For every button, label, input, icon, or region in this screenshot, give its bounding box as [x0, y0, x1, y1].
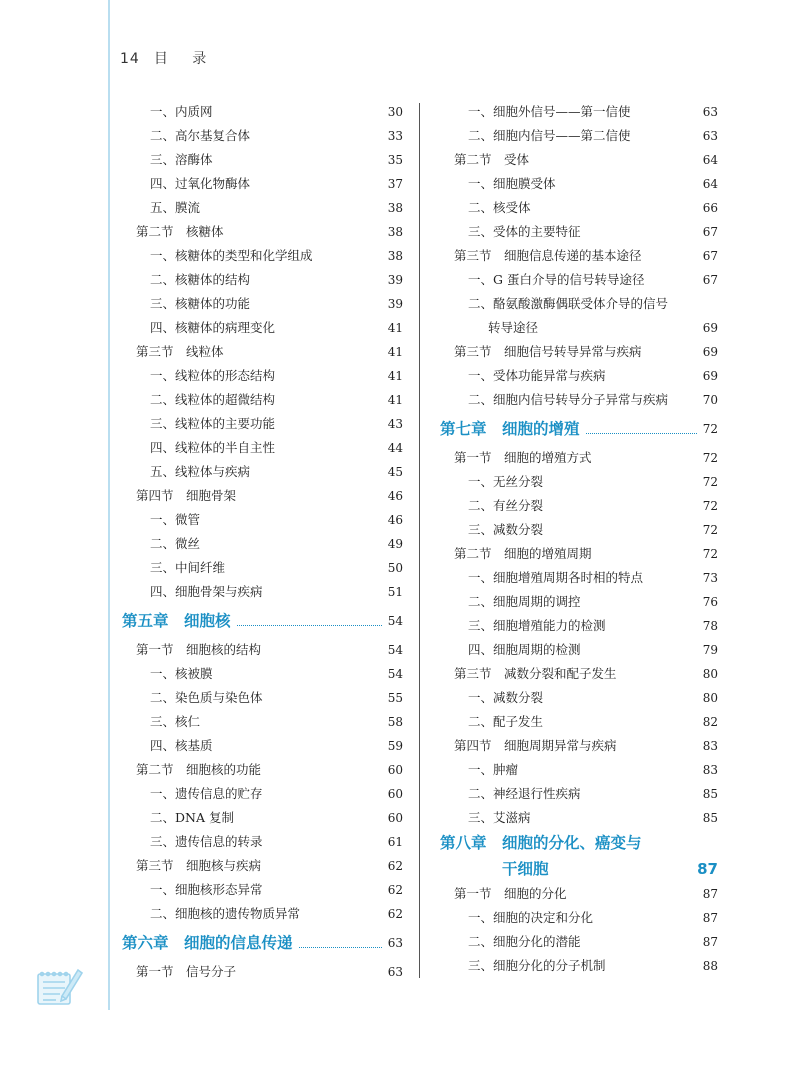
toc-section-row[interactable]	[118, 854, 403, 878]
toc-item-row[interactable]	[436, 954, 718, 978]
toc-page-number: 76	[702, 595, 718, 609]
toc-item-row[interactable]	[436, 388, 718, 412]
toc-page-number: 69	[702, 345, 718, 359]
toc-entry-title: 第二节 受体	[454, 152, 530, 167]
toc-entry-title: 二、有丝分裂	[468, 498, 544, 513]
toc-page-number: 41	[387, 393, 403, 407]
toc-page-number: 67	[702, 273, 718, 287]
toc-entry-title: 一、无丝分裂	[468, 474, 544, 489]
toc-page-number: 62	[387, 859, 403, 873]
toc-entry-title: 一、细胞的决定和分化	[468, 910, 594, 925]
toc-entry-title: 第四节 细胞骨架	[136, 488, 237, 503]
toc-page-number: 63	[387, 965, 403, 979]
toc-item-row[interactable]	[118, 436, 403, 460]
toc-item-row[interactable]	[118, 806, 403, 830]
toc-section-row[interactable]	[436, 148, 718, 172]
toc-entry-title: 第七章 细胞的增殖	[440, 420, 580, 438]
toc-page-number: 80	[702, 667, 718, 681]
toc-page-number: 87	[702, 911, 718, 925]
toc-entry-title: 三、线粒体的主要功能	[150, 416, 276, 431]
toc-item-row[interactable]	[118, 782, 403, 806]
toc-page-number: 46	[387, 513, 403, 527]
toc-item-row[interactable]	[436, 196, 718, 220]
toc-page-number: 82	[702, 715, 718, 729]
toc-entry-title: 第六章 细胞的信息传递	[122, 934, 293, 952]
toc-page-number: 88	[702, 959, 718, 973]
toc-page-number: 73	[702, 571, 718, 585]
toc-entry-title: 四、细胞骨架与疾病	[150, 584, 263, 599]
toc-page-number: 70	[702, 393, 718, 407]
toc-item-row[interactable]	[436, 100, 718, 124]
toc-chapter-row[interactable]	[118, 604, 403, 638]
toc-item-row[interactable]	[118, 196, 403, 220]
toc-item-row[interactable]	[436, 614, 718, 638]
toc-item-row[interactable]	[118, 556, 403, 580]
toc-page-number: 66	[702, 201, 718, 215]
page-header	[120, 48, 216, 68]
toc-item-row[interactable]	[118, 148, 403, 172]
toc-item-row[interactable]	[436, 364, 718, 388]
toc-right-column	[436, 100, 718, 978]
toc-page-number: 85	[702, 811, 718, 825]
toc-entry-title: 三、受体的主要特征	[468, 224, 581, 239]
toc-entry-title: 四、核基质	[150, 738, 213, 753]
toc-item-row[interactable]	[436, 470, 718, 494]
toc-item-row[interactable]	[118, 316, 403, 340]
toc-item-row[interactable]	[436, 906, 718, 930]
toc-entry-title: 第一节 细胞的增殖方式	[454, 450, 592, 465]
toc-page-number: 72	[702, 475, 718, 489]
toc-item-row[interactable]	[118, 388, 403, 412]
toc-entry-title: 二、细胞核的遗传物质异常	[150, 906, 301, 921]
toc-entry-title: 一、微管	[150, 512, 201, 527]
toc-item-row[interactable]	[436, 758, 718, 782]
toc-entry-title: 第八章 细胞的分化、癌变与	[440, 834, 642, 852]
toc-item-row[interactable]	[118, 902, 403, 926]
toc-entry-title: 第三节 线粒体	[136, 344, 224, 359]
toc-section-row[interactable]	[118, 960, 403, 984]
toc-page-number: 87	[702, 935, 718, 949]
toc-entry-title: 二、DNA 复制	[150, 810, 234, 825]
toc-page-number: 54	[387, 614, 403, 628]
toc-entry-title: 三、艾滋病	[468, 810, 531, 825]
toc-page-number: 87	[702, 887, 718, 901]
toc-page-number: 63	[702, 105, 718, 119]
toc-entry-title: 第一节 细胞核的结构	[136, 642, 262, 657]
toc-entry-title: 一、细胞外信号——第一信使	[468, 104, 631, 119]
toc-page-number: 85	[702, 787, 718, 801]
toc-entry-title: 一、内质网	[150, 104, 213, 119]
toc-entry-title: 三、细胞增殖能力的检测	[468, 618, 606, 633]
toc-section-row[interactable]	[118, 758, 403, 782]
toc-entry-title: 一、细胞核形态异常	[150, 882, 263, 897]
toc-entry-title: 第一节 信号分子	[136, 964, 237, 979]
toc-page-number: 39	[387, 297, 403, 311]
toc-page-number: 37	[387, 177, 403, 191]
toc-item-row[interactable]	[118, 364, 403, 388]
toc-page-number: 30	[387, 105, 403, 119]
toc-entry-title: 第三节 细胞核与疾病	[136, 858, 262, 873]
toc-page-number: 72	[702, 499, 718, 513]
toc-page-number: 41	[387, 369, 403, 383]
toc-page-number: 59	[387, 739, 403, 753]
toc-page-number: 72	[702, 451, 718, 465]
leader-dots	[299, 947, 382, 948]
toc-page-number: 46	[387, 489, 403, 503]
toc-entry-title: 三、中间纤维	[150, 560, 226, 575]
leader-dots	[237, 625, 382, 626]
toc-page-number: 39	[387, 273, 403, 287]
toc-item-row[interactable]	[118, 830, 403, 854]
toc-page-number: 49	[387, 537, 403, 551]
toc-page-number: 62	[387, 883, 403, 897]
toc-page-number: 60	[387, 763, 403, 777]
toc-page-number: 44	[387, 441, 403, 455]
toc-page-number: 63	[387, 936, 403, 950]
toc-item-row[interactable]	[118, 412, 403, 436]
toc-item-row[interactable]	[436, 686, 718, 710]
toc-entry-title: 一、线粒体的形态结构	[150, 368, 276, 383]
toc-item-row[interactable]	[436, 710, 718, 734]
toc-entry-title: 三、核糖体的功能	[150, 296, 251, 311]
toc-entry-title: 二、神经退行性疾病	[468, 786, 581, 801]
toc-chapter-row[interactable]	[436, 856, 718, 882]
toc-page-number: 58	[387, 715, 403, 729]
toc-entry-title: 第二节 细胞的增殖周期	[454, 546, 592, 561]
toc-item-row[interactable]	[436, 220, 718, 244]
toc-page-number: 69	[702, 321, 718, 335]
toc-item-row[interactable]	[436, 566, 718, 590]
toc-item-row[interactable]	[118, 532, 403, 556]
toc-entry-title: 一、核被膜	[150, 666, 213, 681]
toc-page-number: 64	[702, 177, 718, 191]
toc-item-row[interactable]	[118, 268, 403, 292]
toc-entry-title: 一、肿瘤	[468, 762, 519, 777]
toc-page-number: 64	[702, 153, 718, 167]
toc-page-number: 33	[387, 129, 403, 143]
toc-item-row[interactable]	[436, 518, 718, 542]
toc-item-row[interactable]	[436, 782, 718, 806]
toc-item-row[interactable]	[436, 930, 718, 954]
toc-entry-title: 第二节 核糖体	[136, 224, 224, 239]
toc-entry-title: 三、遗传信息的转录	[150, 834, 263, 849]
toc-page-number: 41	[387, 345, 403, 359]
toc-page-number: 38	[387, 249, 403, 263]
toc-page-number: 38	[387, 201, 403, 215]
toc-page-number: 43	[387, 417, 403, 431]
toc-entry-title: 二、高尔基复合体	[150, 128, 251, 143]
toc-entry-title: 第一节 细胞的分化	[454, 886, 567, 901]
toc-item-row[interactable]	[436, 124, 718, 148]
toc-page-number: 67	[702, 249, 718, 263]
toc-page-number: 87	[697, 860, 718, 878]
toc-page-number: 79	[702, 643, 718, 657]
toc-item-row[interactable]	[118, 508, 403, 532]
toc-page-number: 72	[702, 422, 718, 436]
toc-item-row[interactable]	[118, 292, 403, 316]
toc-entry-title: 四、细胞周期的检测	[468, 642, 581, 657]
toc-section-row[interactable]	[436, 446, 718, 470]
toc-item-row[interactable]	[118, 124, 403, 148]
toc-entry-title: 二、细胞内信号转导分子异常与疾病	[468, 392, 669, 407]
toc-item-row[interactable]	[118, 878, 403, 902]
toc-page-number: 67	[702, 225, 718, 239]
toc-page-number: 60	[387, 811, 403, 825]
toc-entry-title: 第三节 减数分裂和配子发生	[454, 666, 617, 681]
toc-page-number: 72	[702, 547, 718, 561]
toc-chapter-row[interactable]	[436, 830, 718, 856]
column-divider	[419, 103, 420, 978]
toc-chapter-row[interactable]	[118, 926, 403, 960]
toc-section-row[interactable]	[118, 220, 403, 244]
toc-entry-title: 第五章 细胞核	[122, 612, 231, 630]
toc-page-number: 41	[387, 321, 403, 335]
toc-chapter-row[interactable]	[436, 412, 718, 446]
toc-page-number: 51	[387, 585, 403, 599]
toc-item-row[interactable]	[436, 494, 718, 518]
toc-entry-title: 五、膜流	[150, 200, 201, 215]
toc-entry-title: 干细胞	[502, 860, 549, 878]
toc-entry-title: 四、线粒体的半自主性	[150, 440, 276, 455]
toc-section-row[interactable]	[118, 484, 403, 508]
toc-entry-title: 二、酪氨酸激酶偶联受体介导的信号	[468, 296, 669, 311]
toc-entry-title: 一、减数分裂	[468, 690, 544, 705]
toc-entry-title: 一、核糖体的类型和化学组成	[150, 248, 313, 263]
toc-page-number: 60	[387, 787, 403, 801]
toc-page-number: 62	[387, 907, 403, 921]
toc-page-number: 78	[702, 619, 718, 633]
toc-item-row[interactable]	[436, 806, 718, 830]
toc-entry-title: 转导途径	[488, 320, 539, 335]
toc-section-row[interactable]	[436, 340, 718, 364]
toc-entry-title: 第四节 细胞周期异常与疾病	[454, 738, 617, 753]
margin-line	[108, 0, 110, 1010]
toc-section-row[interactable]	[436, 244, 718, 268]
toc-entry-title: 二、细胞周期的调控	[468, 594, 581, 609]
toc-entry-title: 一、G 蛋白介导的信号转导途径	[468, 272, 645, 287]
toc-section-row[interactable]	[118, 340, 403, 364]
toc-item2-row[interactable]	[436, 316, 718, 340]
toc-page-number: 63	[702, 129, 718, 143]
toc-page-number: 61	[387, 835, 403, 849]
page-number: 14	[120, 51, 140, 67]
toc-entry-title: 三、减数分裂	[468, 522, 544, 537]
toc-item-row[interactable]	[118, 100, 403, 124]
toc-entry-title: 第二节 细胞核的功能	[136, 762, 262, 777]
toc-entry-title: 三、细胞分化的分子机制	[468, 958, 606, 973]
notepad-pencil-icon	[32, 962, 84, 1008]
toc-item-row[interactable]	[118, 172, 403, 196]
toc-item-row[interactable]	[118, 686, 403, 710]
toc-entry-title: 二、染色质与染色体	[150, 690, 263, 705]
toc-page-number: 83	[702, 763, 718, 777]
toc-item-row[interactable]	[436, 172, 718, 196]
toc-section-row[interactable]	[118, 638, 403, 662]
toc-item-row[interactable]	[118, 734, 403, 758]
toc-item-row[interactable]	[118, 710, 403, 734]
toc-section-row[interactable]	[436, 662, 718, 686]
toc-page-number: 50	[387, 561, 403, 575]
toc-entry-title: 五、线粒体与疾病	[150, 464, 251, 479]
toc-page-number: 54	[387, 643, 403, 657]
toc-item-row[interactable]	[118, 460, 403, 484]
toc-page-number: 80	[702, 691, 718, 705]
toc-left-column	[118, 100, 403, 984]
toc-page-number: 54	[387, 667, 403, 681]
page-title: 目 录	[153, 51, 217, 67]
toc-item-row[interactable]	[436, 292, 718, 316]
toc-entry-title: 二、细胞分化的潜能	[468, 934, 581, 949]
toc-entry-title: 第三节 细胞信号转导异常与疾病	[454, 344, 642, 359]
toc-page-number: 72	[702, 523, 718, 537]
toc-entry-title: 二、核受体	[468, 200, 531, 215]
toc-item-row[interactable]	[118, 580, 403, 604]
toc-item-row[interactable]	[436, 638, 718, 662]
toc-entry-title: 一、遗传信息的贮存	[150, 786, 263, 801]
toc-section-row[interactable]	[436, 542, 718, 566]
toc-item-row[interactable]	[118, 244, 403, 268]
toc-item-row[interactable]	[118, 662, 403, 686]
toc-page-number: 45	[387, 465, 403, 479]
toc-entry-title: 三、核仁	[150, 714, 201, 729]
toc-entry-title: 一、细胞增殖周期各时相的特点	[468, 570, 644, 585]
toc-page-number: 35	[387, 153, 403, 167]
toc-entry-title: 一、细胞膜受体	[468, 176, 556, 191]
toc-entry-title: 二、细胞内信号——第二信使	[468, 128, 631, 143]
toc-entry-title: 二、线粒体的超微结构	[150, 392, 276, 407]
toc-page-number: 83	[702, 739, 718, 753]
toc-item-row[interactable]	[436, 268, 718, 292]
toc-entry-title: 二、配子发生	[468, 714, 544, 729]
toc-entry-title: 第三节 细胞信息传递的基本途径	[454, 248, 642, 263]
toc-entry-title: 一、受体功能异常与疾病	[468, 368, 606, 383]
leader-dots	[586, 433, 697, 434]
toc-entry-title: 二、核糖体的结构	[150, 272, 251, 287]
toc-page-number: 55	[387, 691, 403, 705]
toc-entry-title: 二、微丝	[150, 536, 201, 551]
toc-entry-title: 四、过氧化物酶体	[150, 176, 251, 191]
toc-page-number: 69	[702, 369, 718, 383]
toc-item-row[interactable]	[436, 590, 718, 614]
toc-page-number: 38	[387, 225, 403, 239]
toc-entry-title: 三、溶酶体	[150, 152, 213, 167]
toc-section-row[interactable]	[436, 882, 718, 906]
toc-entry-title: 四、核糖体的病理变化	[150, 320, 276, 335]
toc-section-row[interactable]	[436, 734, 718, 758]
